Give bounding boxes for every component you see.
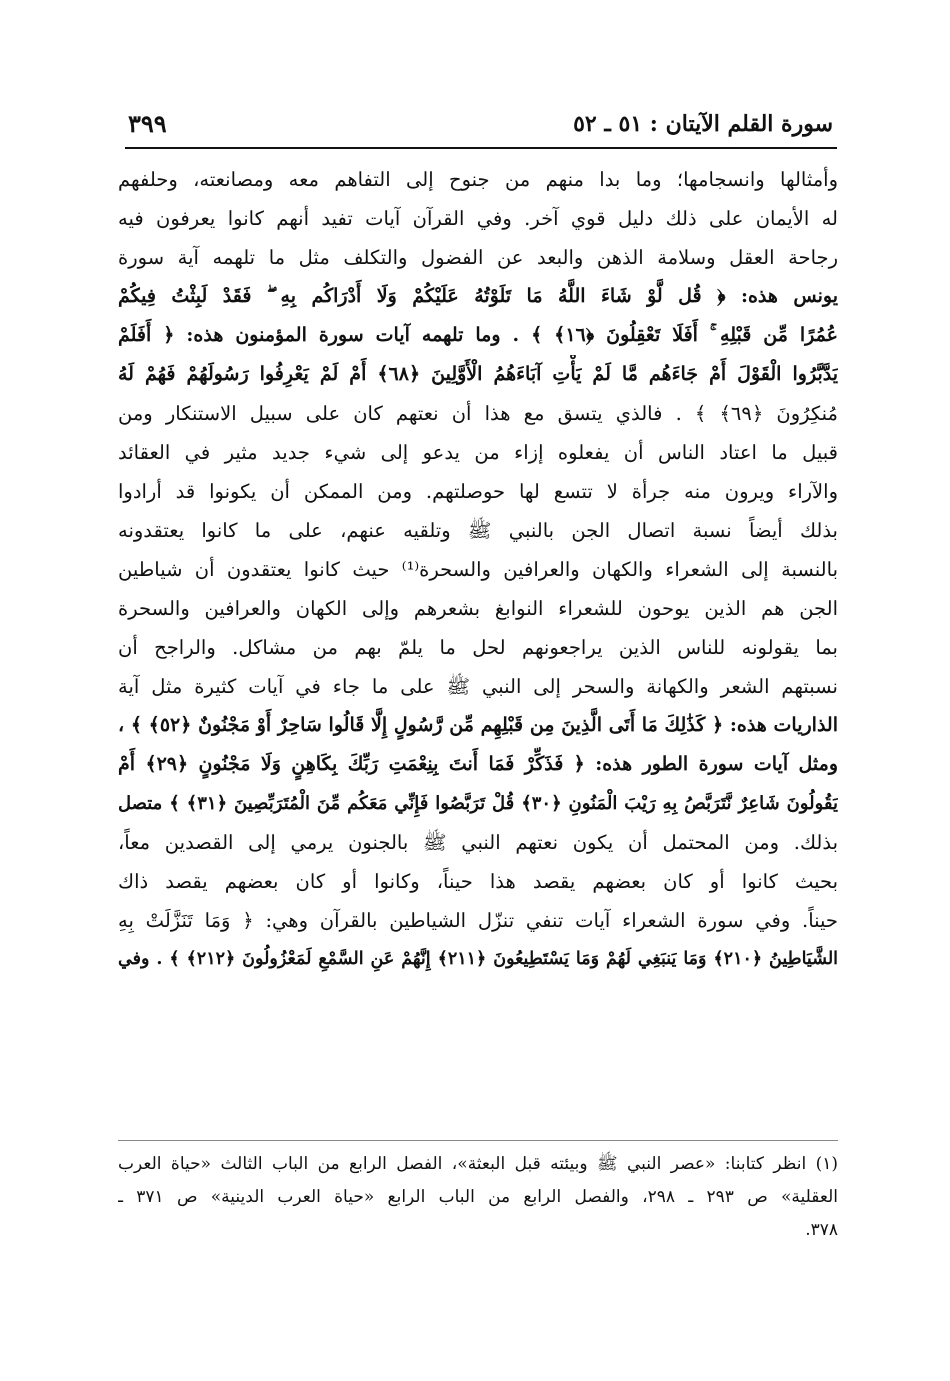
text-line: الشَّيَاطِينُ ﴿٢١٠﴾ وَمَا يَنبَغِي لَهُمْ وَمَا يَسْتَطِيعُونَ ﴿٢١١﴾ إِنَّهُمْ عَنِ السَّمْعِ لَمَعْزُولُونَ ﴿٢١٢﴾ ﴾ . وفي: [118, 949, 838, 969]
text-line: رجاحة العقل وسلامة الذهن والبعد عن الفضول والتكلف مثل ما تلهمه آية سورة: [118, 246, 838, 269]
text-line: له الأيمان على ذلك دليل قوي آخر. وفي القرآن آيات تفيد أنهم كانوا يعرفون فيه: [118, 207, 838, 230]
page-number: ٣٩٩: [128, 109, 167, 138]
footnote-line: العقلية» ص ٢٩٣ ـ ٢٩٨، والفصل الرابع من الباب الرابع «حياة العرب الدينية» ص ٣٧١ ـ: [118, 1187, 838, 1207]
text-line: ومثل آيات سورة الطور هذه: ﴿ فَذَكِّرْ فَمَا أَنتَ بِنِعْمَتِ رَبِّكَ بِكَاهِنٍ وَلَا مَجْنُونٍ ﴿٢٩﴾ أَمْ: [118, 753, 838, 775]
header-divider: [125, 147, 837, 149]
text-line: بالنسبة إلى الشعراء والكهان والعرافين والسحرة⁽¹⁾ حيث كانوا يعتقدون أن شياطين: [118, 558, 838, 581]
text-line: بما يقولونه للناس الذين يراجعونهم لحل ما يلمّ بهم من مشاكل. والراجح أن: [118, 636, 838, 659]
text-line: يَدَّبَّرُوا الْقَوْلَ أَمْ جَاءَهُم مَّا لَمْ يَأْتِ آبَاءَهُمُ الْأَوَّلِينَ ﴿٦٨﴾ أَمْ لَمْ يَعْرِفُوا رَسُولَهُمْ فَهُمْ لَهُ: [118, 363, 838, 385]
text-line: قبيل ما اعتاد الناس أن يفعلوه إزاء من يدعو إلى شيء جديد مثير في العقائد: [118, 441, 838, 464]
text-line: يَقُولُونَ شَاعِرٌ نَّتَرَبَّصُ بِهِ رَيْبَ الْمَنُونِ ﴿٣٠﴾ قُلْ تَرَبَّصُوا فَإِنِّي مَعَكُم مِّنَ الْمُتَرَبِّصِينَ ﴿٣١﴾ ﴾ متصل: [118, 793, 838, 814]
body-text: [118, 160, 838, 1110]
page-header: [128, 105, 833, 145]
running-title: سورة القلم الآيتان : ٥١ ـ ٥٢: [573, 111, 833, 137]
footnote-divider: [118, 1140, 838, 1141]
footnote-line: (١) انظر كتابنا: «عصر النبي ﷺ وبيئته قبل البعثة»، الفصل الرابع من الباب الثالث «حياة العرب: [118, 1154, 838, 1174]
text-line: والآراء ويرون منه جرأة لا تتسع لها حوصلتهم. ومن الممكن أن يكونوا قد أرادوا: [118, 480, 838, 503]
text-line: بحيث كانوا أو كان بعضهم يقصد هذا حيناً، وكانوا أو كان بعضهم يقصد ذاك: [118, 870, 838, 893]
text-line: الجن هم الذين يوحون للشعراء النوابغ بشعرهم وإلى الكهان والعرافين والسحرة: [118, 597, 838, 620]
text-line: يونس هذه: ﴿ قُل لَّوْ شَاءَ اللَّهُ مَا تَلَوْتُهُ عَلَيْكُمْ وَلَا أَدْرَاكُم بِهِ ۖ فَقَدْ لَبِثْتُ فِيكُمْ: [118, 285, 838, 307]
text-line: عُمُرًا مِّن قَبْلِهِ ۚ أَفَلَا تَعْقِلُونَ ﴿١٦﴾ ﴾ . وما تلهمه آيات سورة المؤمنون هذه: ﴿ أَفَلَمْ: [118, 324, 838, 346]
text-line: بذلك. ومن المحتمل أن يكون نعتهم النبي ﷺ بالجنون يرمي إلى القصدين معاً،: [118, 831, 838, 854]
text-line: وأمثالها وانسجامها؛ وما بدا منهم من جنوح إلى التفاهم معه ومصانعته، وحلفهم: [118, 168, 838, 191]
text-line: الذاريات هذه: ﴿ كَذَٰلِكَ مَا أَتَى الَّذِينَ مِن قَبْلِهِم مِّن رَّسُولٍ إِلَّا قَالُوا سَاحِرٌ أَوْ مَجْنُونٌ ﴿٥٢﴾ ﴾ ،: [118, 714, 838, 736]
footnote-line: ٣٧٨.: [805, 1220, 838, 1240]
text-line: مُنكِرُونَ ﴿٦٩﴾ ﴾ . فالذي يتسق مع هذا أن نعتهم كان على سبيل الاستنكار ومن: [118, 402, 838, 425]
text-line: نسبتهم الشعر والكهانة والسحر إلى النبي ﷺ على ما جاء في آيات كثيرة مثل آية: [118, 675, 838, 698]
text-line: حيناً. وفي سورة الشعراء آيات تنفي تنزّل الشياطين بالقرآن وهي: ﴿ وَمَا تَنَزَّلَتْ بِهِ: [118, 909, 838, 932]
text-line: بذلك أيضاً نسبة اتصال الجن بالنبي ﷺ وتلقيه عنهم، على ما كانوا يعتقدونه: [118, 519, 838, 542]
footnotes: [118, 1148, 838, 1247]
